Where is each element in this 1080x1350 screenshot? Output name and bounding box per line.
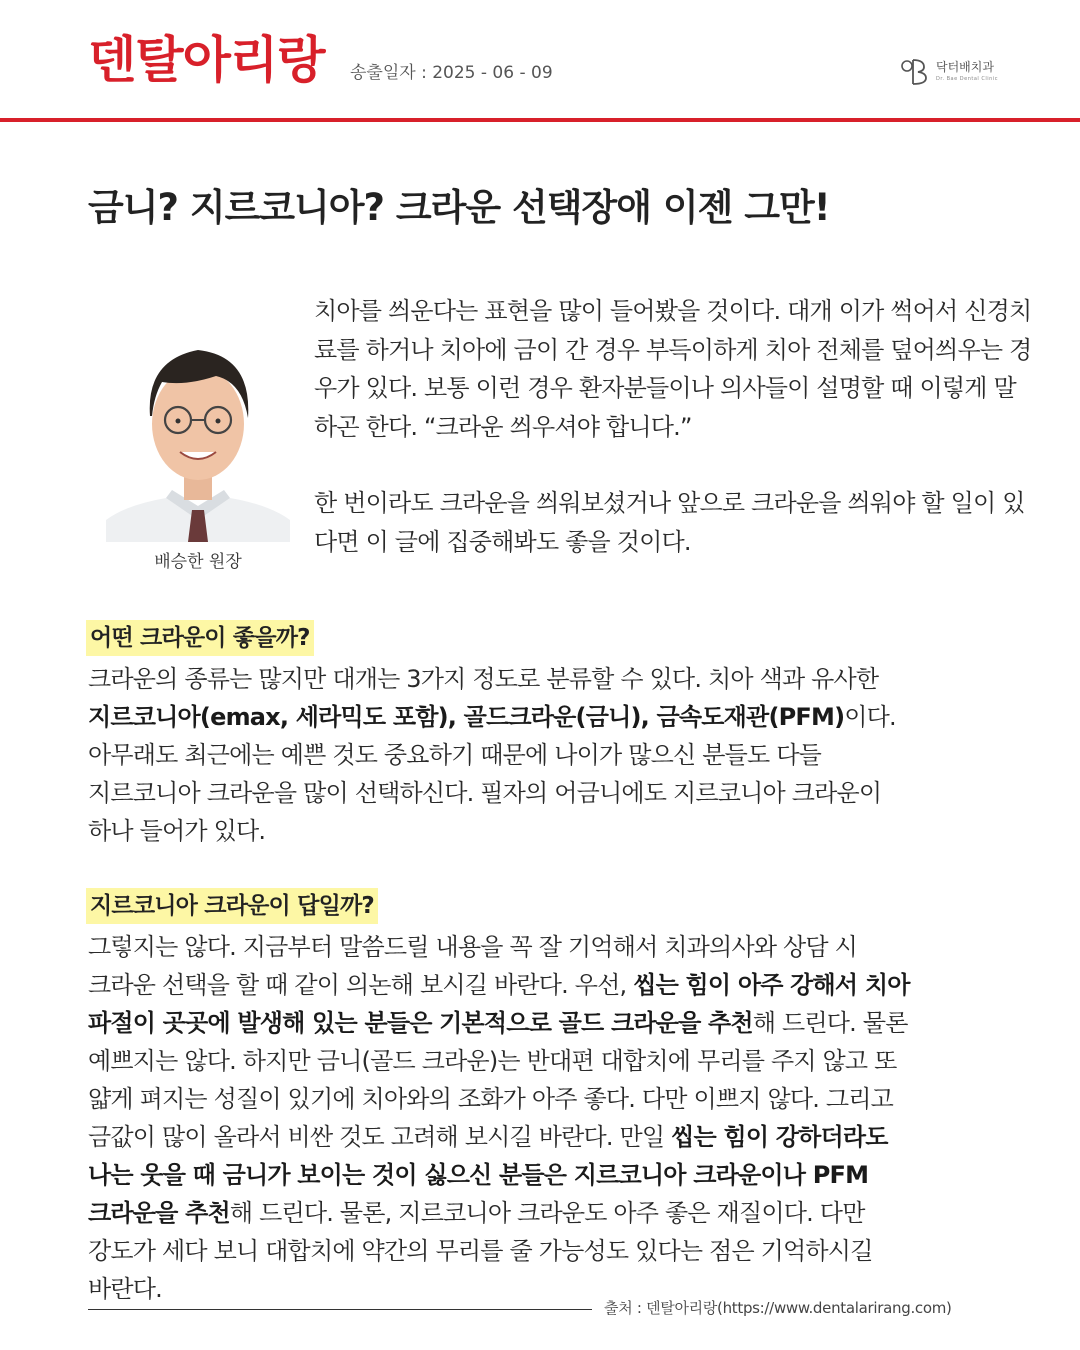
intro-paragraph: 치아를 씌운다는 표현을 많이 들어봤을 것이다. 대개 이가 썩어서 신경치료를 하거나 치아에 금이 간 경우 부득이하게 치아 전체를 덮어씌우는 경우가 있다. 보통 이런 경우 환자분들이나 의사들이 설명할 때 이렇게 말하곤 한다. “크라운 씌우셔야 합니다.” <box>314 297 1032 441</box>
text-span: 해 드린다. 물론, 지르코니아 크라운도 아주 좋은 재질이다. 다만 <box>229 1199 865 1227</box>
text-line <box>88 1156 1048 1194</box>
bold-text: 크라운을 추천 <box>88 1199 230 1227</box>
section-zirconia-answer <box>88 888 1048 1308</box>
text-line: 강도가 세다 보니 대합치에 약간의 무리를 줄 가능성도 있다는 점은 기억하시길 <box>88 1237 873 1265</box>
bold-text: 씹는 힘이 아주 강해서 치아 <box>633 971 910 999</box>
header-divider <box>0 118 1080 122</box>
text-line: 얇게 펴지는 성질이 있기에 치아와의 조화가 아주 좋다. 다만 이쁘지 않다. 그리고 <box>88 1085 894 1113</box>
text-line: 크라운의 종류는 많지만 대개는 3가지 정도로 분류할 수 있다. 치아 색과 유사한 <box>88 665 879 693</box>
text-span: 해 드린다. 물론 <box>752 1009 908 1037</box>
section-heading: 지르코니아 크라운이 답일까? <box>86 888 378 924</box>
text-line: 바란다. <box>88 1275 162 1303</box>
text-line <box>88 1004 1048 1042</box>
footer-divider <box>88 1309 592 1310</box>
source-credit[interactable]: 출처 : 덴탈아리랑(https://www.dentalarirang.com) <box>604 1299 952 1317</box>
bold-text: 지르코니아(emax, 세라믹도 포함), 골드크라운(금니), 금속도재관(PFM) <box>88 703 845 731</box>
text-span: 금값이 많이 올라서 비싼 것도 고려해 보시길 바란다. 만일 <box>88 1123 672 1151</box>
header <box>0 0 1080 122</box>
clinic-name: 닥터배치과 <box>936 60 994 74</box>
text-line: 하나 들어가 있다. <box>88 817 266 845</box>
clinic-logo <box>898 56 1008 92</box>
brand-logo-text[interactable]: 덴탈아리랑 <box>88 31 325 89</box>
text-line <box>88 1194 1048 1232</box>
section-crown-types <box>88 620 1048 850</box>
text-line: 예쁘지는 않다. 하지만 금니(골드 크라운)는 반대편 대합치에 무리를 주지 않고 또 <box>88 1047 897 1075</box>
text-line <box>88 1118 1048 1156</box>
article-title: 금니? 지르코니아? 크라운 선택장애 이젠 그만! <box>88 186 830 229</box>
bold-text: 씹는 힘이 강하더라도 <box>671 1123 888 1151</box>
section-heading: 어떤 크라운이 좋을까? <box>86 620 314 656</box>
text-line <box>88 966 1048 1004</box>
intro-text <box>314 292 1034 561</box>
section-body <box>88 660 1048 850</box>
author-caption: 배승한 원장 <box>154 552 242 572</box>
text-line: 아무래도 최근에는 예쁜 것도 중요하기 때문에 나이가 많으신 분들도 다들 <box>88 741 821 769</box>
clinic-subtitle: Dr. Bae Dental Clinic <box>936 76 998 82</box>
text-line: 그렇지는 않다. 지금부터 말씀드릴 내용을 꼭 잘 기억해서 치과의사와 상담 시 <box>88 933 858 961</box>
broadcast-date: 송출일자 : 2025 - 06 - 09 <box>350 63 553 83</box>
text-span: 크라운 선택을 할 때 같이 의논해 보시길 바란다. 우선, <box>88 971 634 999</box>
text-line <box>88 698 1048 736</box>
author-portrait <box>106 320 290 542</box>
text-line: 지르코니아 크라운을 많이 선택하신다. 필자의 어금니에도 지르코니아 크라운이 <box>88 779 882 807</box>
bold-text: 파절이 곳곳에 발생해 있는 분들은 기본적으로 골드 크라운을 추천 <box>88 1009 753 1037</box>
clinic-logo-icon <box>898 56 930 88</box>
section-body <box>88 928 1048 1308</box>
intro-paragraph: 한 번이라도 크라운을 씌워보셨거나 앞으로 크라운을 씌워야 할 일이 있다면 이 글에 집중해봐도 좋을 것이다. <box>314 489 1025 556</box>
text-span: 이다. <box>844 703 896 731</box>
bold-text: 나는 웃을 때 금니가 보이는 것이 싫으신 분들은 지르코니아 크라운이나 PFM <box>88 1161 869 1189</box>
